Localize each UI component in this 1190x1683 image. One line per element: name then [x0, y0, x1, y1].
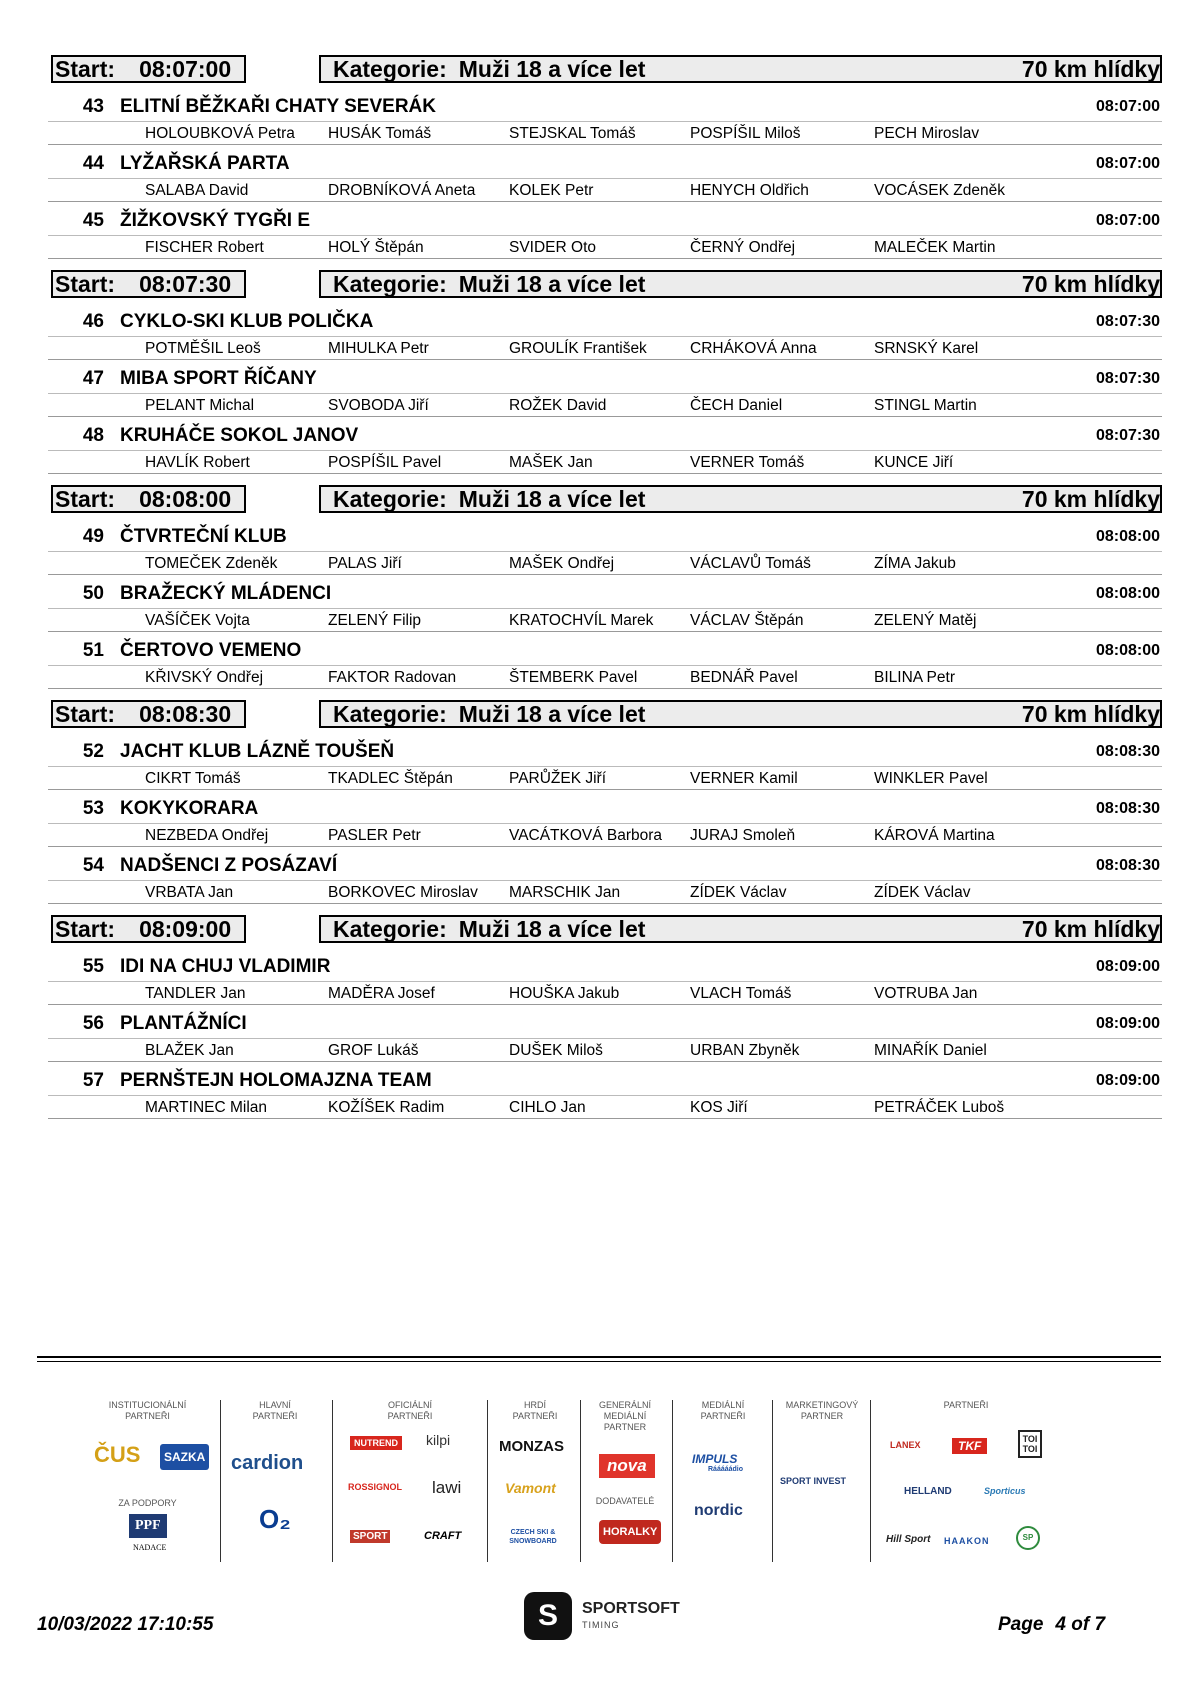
category-box [319, 915, 1162, 943]
team-member: SVOBODA Jiří [328, 397, 429, 414]
distance-label: 70 km hlídky [1021, 916, 1160, 942]
team-entry [48, 417, 1160, 474]
distance-label: 70 km hlídky [1021, 701, 1160, 727]
team-name: ČTVRTEČNÍ KLUB [120, 526, 287, 547]
sponsor-col-media [678, 1400, 768, 1562]
sponsor-col-title: OFICIÁLNÍ PARTNEŘI [387, 1400, 433, 1421]
monzas-logo: MONZAS [499, 1438, 564, 1455]
team-member: HOLOUBKOVÁ Petra [145, 125, 295, 142]
team-member: DUŠEK Miloš [509, 1042, 603, 1059]
group-spacer [48, 259, 1160, 267]
impuls-logo: IMPULS [692, 1452, 738, 1466]
row-divider [48, 121, 1162, 122]
start-time: 08:07:30 [139, 271, 232, 297]
brand-name: SPORTSOFT [582, 1600, 680, 1617]
sponsor-separator [220, 1400, 221, 1562]
team-member: KOŽÍŠEK Radim [328, 1099, 445, 1116]
start-header [48, 912, 1160, 944]
page-number: 4 of 7 [1055, 1614, 1106, 1635]
team-number: 56 [82, 1013, 104, 1034]
category-value: Muži 18 a více let [458, 916, 646, 942]
team-member: ČECH Daniel [690, 397, 783, 414]
category-box [319, 700, 1162, 728]
category-value: Muži 18 a více let [458, 56, 646, 82]
team-member: VERNER Kamil [690, 770, 798, 787]
team-name: IDI NA CHUJ VLADIMIR [120, 956, 331, 977]
sportsoft-icon: S [524, 1592, 572, 1640]
team-name: MIBA SPORT ŘÍČANY [120, 368, 317, 389]
team-member: SALABA David [145, 182, 249, 199]
sponsor-col-marketing [778, 1400, 866, 1562]
category-box [319, 485, 1162, 513]
team-start-time: 08:08:30 [1095, 743, 1160, 760]
row-divider [48, 608, 1162, 609]
team-number: 51 [82, 640, 104, 661]
team-name: CYKLO-SKI KLUB POLIČKA [120, 311, 374, 332]
team-member: DROBNÍKOVÁ Aneta [328, 182, 476, 199]
footer-divider-thin [37, 1361, 1161, 1362]
team-divider [48, 903, 1162, 904]
team-member: PELANT Michal [145, 397, 255, 414]
start-time-box [51, 270, 246, 298]
team-start-time: 08:08:30 [1095, 800, 1160, 817]
team-member: POSPÍŠIL Miloš [690, 125, 801, 142]
team-member: FISCHER Robert [145, 239, 264, 256]
team-member: PALAS Jiří [328, 555, 402, 572]
czech-ski-logo: CZECH SKI & SNOWBOARD [509, 1529, 557, 1545]
sponsor-separator [580, 1400, 581, 1562]
sponsor-bar [90, 1400, 1110, 1570]
team-member: ZELENÝ Filip [328, 612, 422, 629]
start-label: Start: [55, 56, 116, 82]
team-start-time: 08:07:30 [1095, 427, 1160, 444]
team-start-time: 08:09:00 [1095, 1015, 1160, 1032]
category-label: Kategorie: [333, 486, 447, 512]
team-name: NADŠENCI Z POSÁZAVÍ [120, 855, 338, 876]
team-number: 45 [82, 210, 104, 231]
team-member: MARTINEC Milan [145, 1099, 268, 1116]
team-name: PERNŠTEJN HOLOMAJZNA TEAM [120, 1070, 432, 1091]
distance-label: 70 km hlídky [1021, 56, 1160, 82]
team-entry [48, 948, 1160, 1005]
start-label: Start: [55, 271, 116, 297]
team-member: VÁCLAVŮ Tomáš [690, 555, 811, 572]
team-start-time: 08:07:30 [1095, 313, 1160, 330]
start-time: 08:08:30 [139, 701, 232, 727]
start-header [48, 482, 1160, 514]
team-member: SVIDER Oto [509, 239, 596, 256]
team-member: HUSÁK Tomáš [328, 125, 432, 142]
toitoi-logo: TOI TOI [1018, 1430, 1042, 1458]
row-divider [48, 1095, 1162, 1096]
row-divider [48, 823, 1162, 824]
team-number: 50 [82, 583, 104, 604]
nutrend-logo: NUTREND [350, 1436, 402, 1450]
team-member: HOLÝ Štěpán [328, 239, 424, 256]
team-divider [48, 473, 1162, 474]
sport-invest-logo: SPORT INVEST [780, 1476, 847, 1486]
team-member: MINAŘÍK Daniel [874, 1042, 987, 1059]
team-member: BLAŽEK Jan [145, 1042, 234, 1059]
team-name: PLANTÁŽNÍCI [120, 1013, 247, 1034]
team-name: JACHT KLUB LÁZNĚ TOUŠEŇ [120, 741, 395, 762]
sponsor-col-general-media [585, 1400, 665, 1562]
craft-logo: CRAFT [424, 1530, 462, 1542]
team-entry [48, 847, 1160, 904]
team-number: 53 [82, 798, 104, 819]
team-number: 54 [82, 855, 104, 876]
team-number: 57 [82, 1070, 104, 1091]
sponsor-col-subtitle: DODAVATELÉ [595, 1496, 655, 1506]
team-member: VRBATA Jan [145, 884, 234, 901]
sponsor-col-title: PARTNEŘI [943, 1400, 989, 1410]
team-member: VLACH Tomáš [690, 985, 792, 1002]
category-label: Kategorie: [333, 916, 447, 942]
sponsor-col-title: HRDÍ PARTNEŘI [512, 1400, 558, 1421]
team-member: VERNER Tomáš [690, 454, 805, 471]
sponsor-col-institutional [90, 1400, 205, 1562]
team-member: MADĚRA Josef [328, 985, 435, 1002]
team-entry [48, 518, 1160, 575]
start-time-box [51, 485, 246, 513]
team-entry [48, 88, 1160, 145]
team-member: MAŠEK Jan [509, 454, 593, 471]
sponsor-col-subtitle: ZA PODPORY [118, 1498, 177, 1508]
team-member: VÁCLAV Štěpán [690, 612, 804, 629]
team-number: 55 [82, 956, 104, 977]
row-divider [48, 665, 1162, 666]
team-member: STEJSKAL Tomáš [509, 125, 636, 142]
brand-subtitle: TIMING [582, 1620, 620, 1630]
team-name: ELITNÍ BĚŽKAŘI CHATY SEVERÁK [120, 96, 436, 117]
category-value: Muži 18 a více let [458, 271, 646, 297]
team-member: BEDNÁŘ Pavel [690, 669, 798, 686]
team-member: STINGL Martin [874, 397, 977, 414]
sazka-logo: SAZKA [160, 1444, 209, 1470]
start-label: Start: [55, 916, 116, 942]
distance-label: 70 km hlídky [1021, 486, 1160, 512]
team-member: VOCÁSEK Zdeněk [874, 182, 1005, 199]
team-member: VOTRUBA Jan [874, 985, 978, 1002]
start-group [48, 912, 1160, 1127]
team-member: NEZBEDA Ondřej [145, 827, 269, 844]
team-member: BILINA Petr [874, 669, 955, 686]
start-time-box [51, 700, 246, 728]
sponsor-col-official [340, 1400, 480, 1562]
sponsor-col-main [225, 1400, 325, 1562]
sponsor-col-partners [876, 1400, 1056, 1562]
team-entry [48, 1005, 1160, 1062]
start-time-box [51, 915, 246, 943]
team-number: 52 [82, 741, 104, 762]
sport-logo: SPORT [350, 1530, 390, 1543]
team-member: VACÁTKOVÁ Barbora [509, 827, 663, 844]
team-entry [48, 1062, 1160, 1119]
sponsor-separator [672, 1400, 673, 1562]
sp-logo: SP [1016, 1526, 1040, 1550]
row-divider [48, 880, 1162, 881]
team-member: KŘIVSKÝ Ondřej [145, 669, 264, 686]
team-member: MALEČEK Martin [874, 239, 996, 256]
team-member: VAŠÍČEK Vojta [145, 612, 250, 629]
team-number: 43 [82, 96, 104, 117]
team-member: HOUŠKA Jakub [509, 985, 620, 1002]
team-member: BORKOVEC Miroslav [328, 884, 478, 901]
team-entry [48, 202, 1160, 259]
row-divider [48, 981, 1162, 982]
sponsor-separator [772, 1400, 773, 1562]
team-name: BRAŽECKÝ MLÁDENCI [120, 583, 332, 604]
radio-label: Rááááádio [708, 1466, 744, 1473]
team-member: KOLEK Petr [509, 182, 594, 199]
tkf-logo: TKF [952, 1438, 987, 1454]
kilpi-logo: kilpi [426, 1432, 451, 1448]
team-member: MIHULKA Petr [328, 340, 429, 357]
team-start-time: 08:09:00 [1095, 958, 1160, 975]
team-member: KÁROVÁ Martina [874, 827, 995, 844]
start-header [48, 697, 1160, 729]
sponsor-separator [487, 1400, 488, 1562]
team-member: PASLER Petr [328, 827, 421, 844]
sporticus-logo: Sporticus [984, 1486, 1026, 1496]
team-divider [48, 258, 1162, 259]
start-header [48, 267, 1160, 299]
start-label: Start: [55, 486, 116, 512]
category-label: Kategorie: [333, 56, 447, 82]
start-header [48, 52, 1160, 84]
row-divider [48, 1038, 1162, 1039]
team-member: PETRÁČEK Luboš [874, 1099, 1005, 1116]
team-member: CIHLO Jan [509, 1099, 586, 1116]
row-divider [48, 235, 1162, 236]
team-member: POTMĚŠIL Leoš [145, 340, 261, 357]
team-start-time: 08:07:00 [1095, 212, 1160, 229]
group-spacer [48, 474, 1160, 482]
team-entry [48, 145, 1160, 202]
category-box [319, 270, 1162, 298]
team-member: HENYCH Oldřich [690, 182, 809, 199]
team-number: 44 [82, 153, 104, 174]
start-list [48, 52, 1160, 1127]
team-member: ZÍMA Jakub [874, 555, 956, 572]
team-member: MAŠEK Ondřej [509, 555, 615, 572]
sponsor-col-title: MARKETINGOVÝ PARTNER [785, 1400, 859, 1421]
team-start-time: 08:08:00 [1095, 585, 1160, 602]
nadace-label: NADACE [133, 1543, 167, 1552]
row-divider [48, 766, 1162, 767]
team-entry [48, 790, 1160, 847]
sponsor-col-title: HLAVNÍ PARTNEŘI [252, 1400, 298, 1421]
team-member: GROF Lukáš [328, 1042, 419, 1059]
distance-label: 70 km hlídky [1021, 271, 1160, 297]
sponsor-col-title: INSTITUCIONÁLNÍ PARTNEŘI [108, 1400, 187, 1421]
hill-sport-logo: Hill Sport [886, 1534, 931, 1545]
sponsor-separator [332, 1400, 333, 1562]
team-member: JURAJ Smoleň [690, 827, 796, 844]
team-number: 47 [82, 368, 104, 389]
team-member: ZELENÝ Matěj [874, 612, 977, 629]
team-member: ZÍDEK Václav [690, 884, 787, 901]
team-name: ČERTOVO VEMENO [120, 640, 302, 661]
haakon-logo: HAAKON [944, 1536, 990, 1546]
sponsor-separator [870, 1400, 871, 1562]
sponsor-col-title: GENERÁLNÍ MEDIÁLNÍ PARTNER [598, 1400, 651, 1432]
team-member: HAVLÍK Robert [145, 454, 250, 471]
sponsor-col-proud [495, 1400, 575, 1562]
category-value: Muži 18 a více let [458, 486, 646, 512]
start-group [48, 52, 1160, 267]
lanex-logo: LANEX [890, 1440, 921, 1450]
team-member: ČERNÝ Ondřej [690, 239, 796, 256]
page-indicator [998, 1614, 1105, 1636]
team-member: ROŽEK David [509, 397, 607, 414]
start-time: 08:08:00 [139, 486, 232, 512]
o2-logo: O₂ [259, 1504, 291, 1534]
team-start-time: 08:07:00 [1095, 98, 1160, 115]
team-name: KOKYKORARA [120, 798, 259, 819]
team-start-time: 08:07:30 [1095, 370, 1160, 387]
category-label: Kategorie: [333, 701, 447, 727]
team-entry [48, 733, 1160, 790]
team-member: KUNCE Jiří [874, 454, 954, 471]
team-start-time: 08:08:30 [1095, 857, 1160, 874]
team-member: KOS Jiří [690, 1099, 748, 1116]
sponsor-col-title: MEDIÁLNÍ PARTNEŘI [700, 1400, 746, 1421]
group-spacer [48, 689, 1160, 697]
team-member: WINKLER Pavel [874, 770, 988, 787]
team-member: MARSCHIK Jan [509, 884, 621, 901]
start-group [48, 267, 1160, 482]
team-member: PECH Miroslav [874, 125, 980, 142]
team-number: 49 [82, 526, 104, 547]
group-spacer [48, 1119, 1160, 1127]
team-start-time: 08:08:00 [1095, 528, 1160, 545]
nova-logo: nova [599, 1454, 655, 1478]
row-divider [48, 551, 1162, 552]
team-name: ŽIŽKOVSKÝ TYGŘI E [120, 210, 311, 231]
category-label: Kategorie: [333, 271, 447, 297]
team-member: CRHÁKOVÁ Anna [690, 340, 817, 357]
footer-divider [37, 1356, 1161, 1358]
start-time: 08:09:00 [139, 916, 232, 942]
team-start-time: 08:07:00 [1095, 155, 1160, 172]
team-start-time: 08:09:00 [1095, 1072, 1160, 1089]
team-entry [48, 575, 1160, 632]
team-member: GROULÍK František [509, 340, 647, 357]
team-member: URBAN Zbyněk [690, 1042, 800, 1059]
ppf-logo: PPF [129, 1514, 167, 1538]
row-divider [48, 178, 1162, 179]
vamont-logo: Vamont [505, 1480, 556, 1496]
team-name: LYŽAŘSKÁ PARTA [120, 153, 290, 174]
nordic-logo: nordic [694, 1502, 743, 1519]
start-time-box [51, 55, 246, 83]
team-number: 48 [82, 425, 104, 446]
team-divider [48, 1118, 1162, 1119]
category-value: Muži 18 a více let [458, 701, 646, 727]
group-spacer [48, 904, 1160, 912]
category-box [319, 55, 1162, 83]
team-member: ŠTEMBERK Pavel [509, 669, 638, 686]
team-member: CIKRT Tomáš [145, 770, 241, 787]
team-number: 46 [82, 311, 104, 332]
rossignol-logo: ROSSIGNOL [348, 1482, 403, 1492]
lawi-logo: lawi [432, 1478, 462, 1497]
start-label: Start: [55, 701, 116, 727]
team-entry [48, 360, 1160, 417]
cardion-logo: cardion [231, 1452, 304, 1474]
team-member: SRNSKÝ Karel [874, 340, 979, 357]
team-member: PARŮŽEK Jiří [509, 770, 607, 787]
start-time: 08:07:00 [139, 56, 232, 82]
start-group [48, 697, 1160, 912]
print-timestamp: 10/03/2022 17:10:55 [37, 1614, 214, 1635]
team-member: TOMEČEK Zdeněk [145, 555, 278, 572]
team-divider [48, 688, 1162, 689]
team-entry [48, 632, 1160, 689]
team-name: KRUHÁČE SOKOL JANOV [120, 425, 359, 446]
start-group [48, 482, 1160, 697]
helland-logo: HELLAND [904, 1486, 952, 1497]
team-member: KRATOCHVÍL Marek [509, 612, 654, 629]
cus-logo: ČUS [94, 1442, 141, 1467]
horalky-logo: HORALKY [599, 1520, 661, 1544]
team-entry [48, 303, 1160, 360]
team-member: FAKTOR Radovan [328, 669, 457, 686]
row-divider [48, 450, 1162, 451]
team-member: TKADLEC Štěpán [328, 770, 453, 787]
page-label: Page [998, 1614, 1044, 1635]
row-divider [48, 393, 1162, 394]
team-member: POSPÍŠIL Pavel [328, 454, 442, 471]
team-start-time: 08:08:00 [1095, 642, 1160, 659]
sportsoft-logo [524, 1592, 694, 1648]
team-member: TANDLER Jan [145, 985, 246, 1002]
row-divider [48, 336, 1162, 337]
team-member: ZÍDEK Václav [874, 884, 971, 901]
